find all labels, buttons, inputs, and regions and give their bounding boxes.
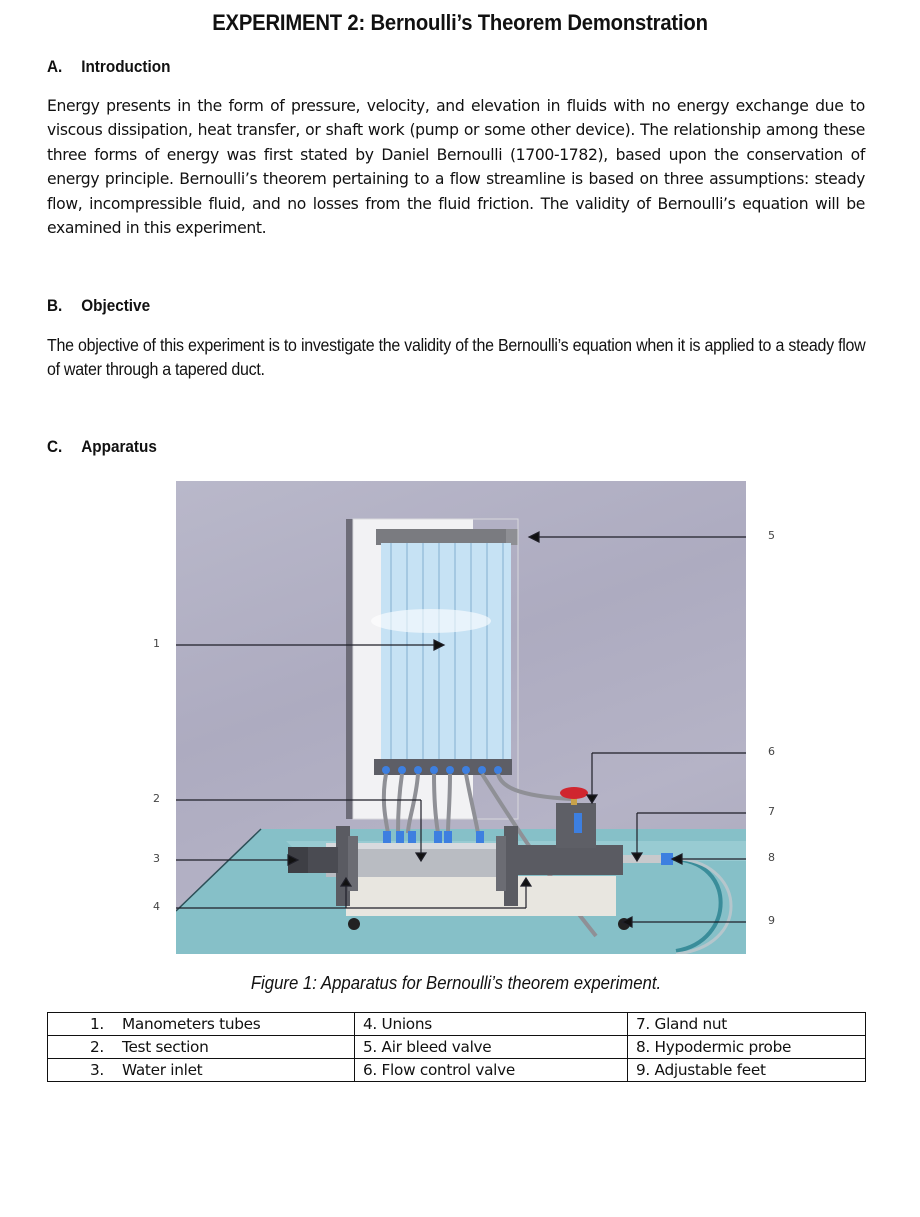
callout-label-4: 4 — [153, 900, 160, 913]
callout-label-9: 9 — [768, 914, 775, 927]
callout-label-2: 2 — [153, 792, 160, 805]
callout-label-5: 5 — [768, 529, 775, 542]
section-title: Apparatus — [81, 437, 157, 456]
section-heading-apparatus — [47, 437, 157, 457]
table-cell: 8. Hypodermic probe — [628, 1036, 866, 1059]
table-row — [48, 1013, 866, 1036]
callout-label-6: 6 — [768, 745, 775, 758]
item-number: 3. — [90, 1061, 104, 1079]
section-letter: C. — [47, 437, 63, 456]
item-label: Water inlet — [122, 1061, 203, 1079]
item-number: 1. — [90, 1015, 104, 1033]
table-cell: 5. Air bleed valve — [355, 1036, 628, 1059]
callout-label-1: 1 — [153, 637, 160, 650]
introduction-paragraph: Energy presents in the form of pressure, velocity, and elevation in fluids with no energy exchange due to viscous dissipation, heat transfer, or shaft work (pump or some other device). The relationship among these three forms of energy was first stated by Daniel Bernoulli (1700-1782), based upon the conservation of energy principle. Bernoulli’s theorem pertaining to a flow streamline is based on three assumptions: steady flow, incompressible fluid, and no losses from the fluid friction. The validity of Bernoulli’s equation will be examined in this experiment. — [47, 97, 865, 238]
section-title: Introduction — [81, 57, 171, 76]
figure-caption: Figure 1: Apparatus for Bernoulli’s theorem experiment. — [250, 973, 662, 993]
table-cell: 7. Gland nut — [628, 1013, 866, 1036]
table-cell: 6. Flow control valve — [355, 1059, 628, 1082]
table-cell — [48, 1013, 355, 1036]
section-heading-introduction — [47, 57, 170, 77]
callout-label-8: 8 — [768, 851, 775, 864]
section-letter: B. — [47, 296, 63, 315]
apparatus-photo — [176, 481, 746, 954]
table-cell — [48, 1036, 355, 1059]
apparatus-illustration — [176, 481, 746, 954]
item-number: 2. — [90, 1038, 104, 1056]
parts-table — [47, 1012, 866, 1082]
table-row — [48, 1059, 866, 1082]
item-label: Test section — [122, 1038, 209, 1056]
item-label: Manometers tubes — [122, 1015, 261, 1033]
section-letter: A. — [47, 57, 63, 76]
callout-label-7: 7 — [768, 805, 775, 818]
page-title: EXPERIMENT 2: Bernoulli’s Theorem Demonstration — [212, 10, 708, 35]
objective-paragraph: The objective of this experiment is to investigate the validity of the Bernoulli’s equation when it is applied to a steady flow of water through a tapered duct. — [47, 335, 866, 380]
table-cell: 9. Adjustable feet — [628, 1059, 866, 1082]
section-heading-objective — [47, 296, 150, 316]
table-cell: 4. Unions — [355, 1013, 628, 1036]
table-row — [48, 1036, 866, 1059]
callout-label-3: 3 — [153, 852, 160, 865]
table-cell — [48, 1059, 355, 1082]
section-title: Objective — [81, 296, 151, 315]
